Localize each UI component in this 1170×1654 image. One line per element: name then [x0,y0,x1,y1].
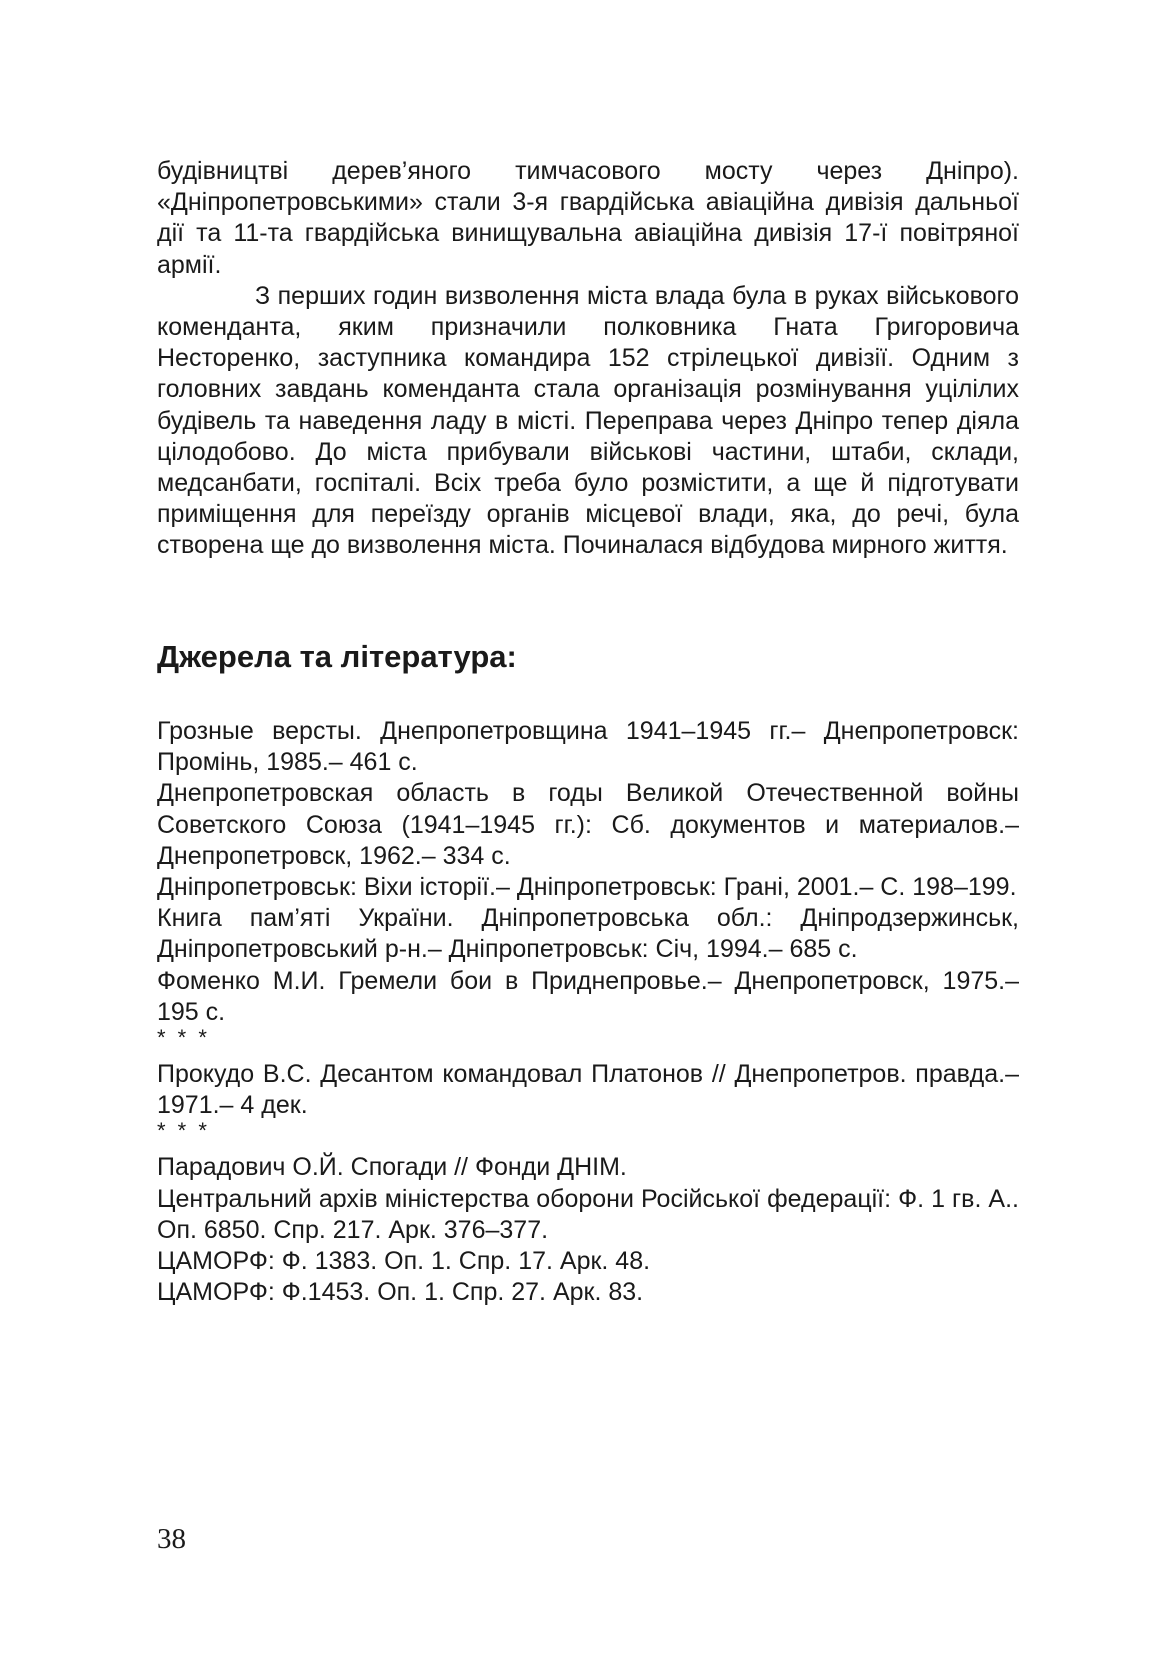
reference-item: Парадович О.Й. Спогади // Фонди ДНІМ. [157,1153,627,1182]
page-number: 38 [157,1523,186,1555]
body-text [157,156,1019,562]
reference-item: ЦАМОРФ: Ф. 1383. Оп. 1. Спр. 17. Арк. 48. [157,1247,651,1276]
sources-heading: Джерела та література: [157,639,517,674]
reference-item: Центральний архів міністерства оборони Російської федерації: Ф. 1 гв. А.. Оп. 6850. Спр. 217. Арк. 376–377. [157,1184,1019,1244]
reference-item: Дніпропетровськ: Віхи історії.– Дніпропетровськ: Грані, 2001.– С. 198–199. [157,873,1017,902]
reference-item: Фоменко М.И. Гремели бои в Приднепровье.– Днепропетровск, 1975.– 195 с. [157,966,1019,1026]
reference-item: Книга пам’яті України. Дніпропетровська обл.: Дніпродзержинськ, Дніпропетровський р-н.– Дніпропетровськ: Січ, 1994.– 685 с. [157,904,1019,964]
paragraph-liberation: З перших годин визволення міста влада була в руках військового коменданта, яким призначили полковника Гната Григоровича Несторенко, заступника командира 152 стрілецької дивізії. Одним з головних завдань коменданта стала організація розмінування уцілілих будівель та наведення ладу в місті. Переправа через Дніпро тепер діяла цілодобово. До міста прибували військові частини, штаби, склади, медсанбати, госпіталі. Всіх треба було розмістити, а ще й підготувати приміщення для переїзду органів місцевої влади, яка, до речі, була створена ще до визволення міста. Починалася відбудова мирного життя. [157,281,1019,560]
reference-item: Прокудо В.С. Десантом командовал Платонов // Днепропетров. правда.– 1971.– 4 дек. [157,1060,1019,1120]
section-separator: * * * [157,1118,210,1144]
reference-item: Днепропетровская область в годы Великой Отечественной войны Советского Союза (1941–1945 гг.): Сб. документов и материалов.– Днепропетровск, 1962.– 334 с. [157,779,1019,870]
section-separator: * * * [157,1025,210,1051]
paragraph-continuation: будівництві дерев’яного тимчасового мосту через Дніпро). «Дніпропетровськими» стали 3-я гвардійська авіаційна дивізія дальньої дії та 11-та гвардійська винищувальна авіаційна дивізія 17-ї повітряної армії. [157,157,1019,279]
reference-item: ЦАМОРФ: Ф.1453. Оп. 1. Спр. 27. Арк. 83. [157,1278,644,1307]
reference-item: Грозные версты. Днепропетровщина 1941–1945 гг.– Днепропетровск: Промінь, 1985.– 461 с. [157,717,1019,777]
reference-list [157,716,1019,1308]
